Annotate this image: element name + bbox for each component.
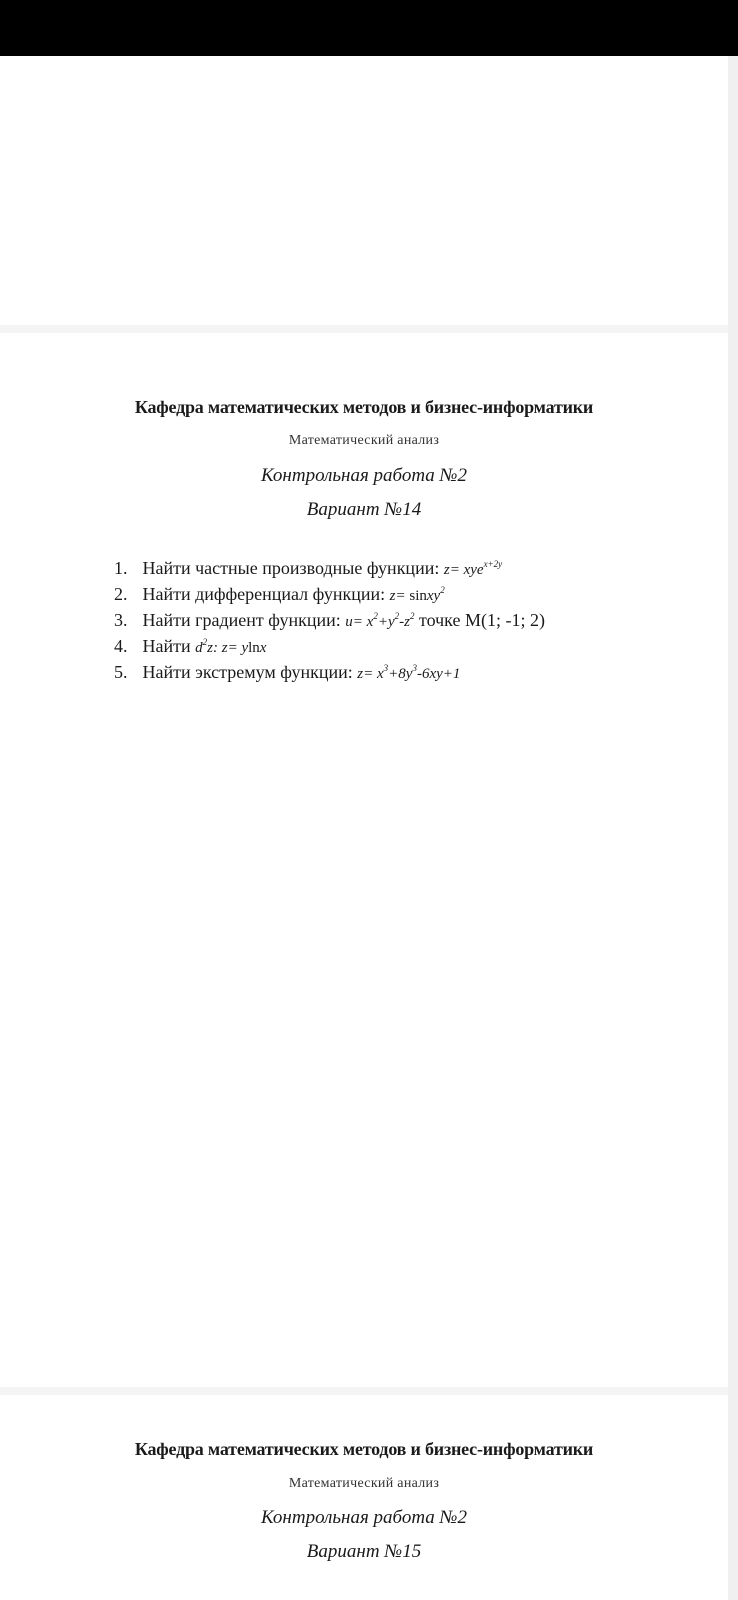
task-item — [114, 634, 545, 660]
task-item — [114, 556, 545, 582]
task-number: 3. — [114, 610, 128, 630]
department-heading: Кафедра математических методов и бизнес-информатики — [134, 1439, 594, 1459]
work-title: Контрольная работа №2 — [261, 1507, 467, 1528]
task-formula: $d^2z$: z= ylnx — [195, 637, 267, 656]
subject-name: Математический анализ — [288, 433, 440, 448]
task-item — [114, 582, 545, 608]
task-item — [114, 608, 545, 634]
subject-name: Математический анализ — [288, 1476, 440, 1491]
task-text: Найти экстремум функции: — [142, 662, 353, 682]
task-suffix: точке М(1; -1; 2) — [418, 610, 545, 630]
variant-number: Вариант №15 — [306, 1541, 422, 1562]
page-variant-14 — [0, 333, 728, 1387]
department-heading: Кафедра математических методов и бизнес-информатики — [134, 397, 594, 417]
task-formula: $z= x^3+8y^3-6xy+1$ — [357, 663, 461, 682]
task-number: 4. — [114, 636, 128, 656]
page-variant-15 — [0, 1395, 728, 1600]
task-item — [114, 660, 545, 686]
task-formula: z= sinxy$^2$ — [389, 585, 445, 604]
task-formula: $u= x^2+y^2-z^2$ — [345, 611, 415, 630]
scrollbar[interactable] — [728, 56, 738, 1600]
status-bar — [0, 0, 738, 56]
task-number: 2. — [114, 584, 128, 604]
task-text: Найти градиент функции: — [142, 610, 341, 630]
work-title: Контрольная работа №2 — [261, 465, 467, 486]
task-number: 1. — [114, 558, 128, 578]
page-blank-top — [0, 56, 728, 325]
task-text: Найти — [142, 636, 191, 656]
task-text: Найти частные производные функции: — [142, 558, 440, 578]
task-formula: z= xye$^{x+2y}$ — [443, 559, 503, 578]
variant-number: Вариант №14 — [306, 499, 422, 520]
task-list — [114, 556, 545, 686]
task-number: 5. — [114, 662, 128, 682]
task-text: Найти дифференциал функции: — [142, 584, 386, 604]
